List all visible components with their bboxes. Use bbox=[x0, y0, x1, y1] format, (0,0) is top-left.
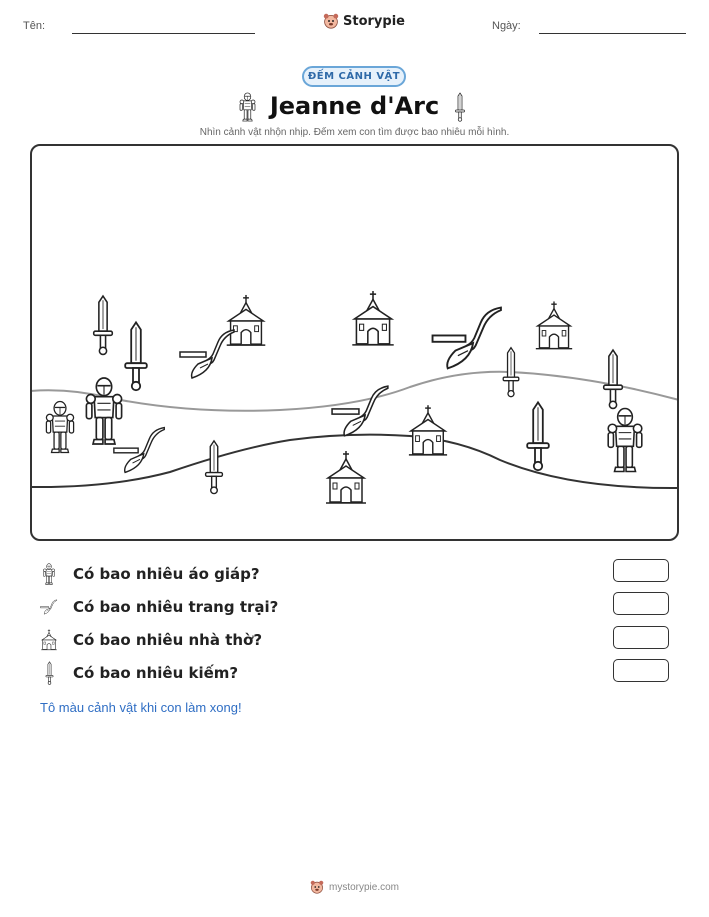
answer-box-church[interactable] bbox=[613, 626, 669, 649]
date-line[interactable] bbox=[539, 33, 686, 34]
question-armor-text: Có bao nhiêu áo giáp? bbox=[73, 565, 260, 583]
knight-2 bbox=[46, 402, 73, 453]
knight-3 bbox=[608, 409, 642, 472]
armor-icon bbox=[40, 563, 58, 585]
church-icon bbox=[40, 629, 58, 651]
sword-icon bbox=[40, 662, 58, 684]
question-farm-text: Có bao nhiêu trang trại? bbox=[73, 598, 279, 616]
question-church-text: Có bao nhiêu nhà thờ? bbox=[73, 631, 263, 649]
question-sword-text: Có bao nhiêu kiếm? bbox=[73, 664, 239, 682]
brand-name: Storypie bbox=[343, 13, 405, 29]
footer-logo-icon bbox=[310, 880, 324, 894]
storypie-logo-icon bbox=[323, 13, 339, 29]
plow-icon bbox=[40, 596, 58, 618]
plow-1 bbox=[180, 330, 234, 378]
activity-badge: ĐẾM CẢNH VẬT bbox=[302, 66, 406, 87]
date-label: Ngày: bbox=[492, 20, 521, 32]
back-hill-line bbox=[30, 372, 679, 411]
counting-scene bbox=[30, 144, 679, 541]
sword-3 bbox=[206, 441, 223, 494]
answer-box-farm[interactable] bbox=[613, 592, 669, 615]
church-3 bbox=[536, 301, 572, 348]
answer-box-sword[interactable] bbox=[613, 659, 669, 682]
sword-2 bbox=[125, 322, 147, 390]
name-line[interactable] bbox=[72, 33, 255, 34]
instructions: Nhìn cảnh vật nhộn nhịp. Đếm xem con tìm được bao nhiêu mỗi hình. bbox=[199, 127, 510, 138]
sword-1 bbox=[94, 296, 113, 354]
footer-url[interactable]: mystorypie.com bbox=[328, 881, 399, 893]
color-note: Tô màu cảnh vật khi con làm xong! bbox=[40, 700, 242, 715]
knight-1 bbox=[86, 378, 121, 444]
name-label: Tên: bbox=[23, 20, 46, 32]
question-farm bbox=[40, 595, 279, 619]
sword-6 bbox=[527, 402, 549, 470]
plow-4 bbox=[332, 386, 388, 436]
scene-canvas bbox=[30, 144, 679, 541]
church-2 bbox=[352, 291, 393, 345]
footer bbox=[0, 880, 709, 894]
question-church bbox=[40, 628, 263, 652]
plow-3 bbox=[114, 428, 164, 473]
title-sword-icon bbox=[454, 92, 466, 122]
question-sword bbox=[40, 661, 239, 685]
plow-2 bbox=[433, 308, 501, 369]
question-armor bbox=[40, 562, 260, 586]
sword-5 bbox=[604, 350, 623, 408]
church-1 bbox=[227, 295, 266, 345]
brand-logo bbox=[323, 13, 405, 29]
church-4 bbox=[409, 405, 447, 455]
church-5 bbox=[326, 451, 366, 503]
page-title: Jeanne d'Arc bbox=[269, 92, 440, 120]
answer-box-armor[interactable] bbox=[613, 559, 669, 582]
